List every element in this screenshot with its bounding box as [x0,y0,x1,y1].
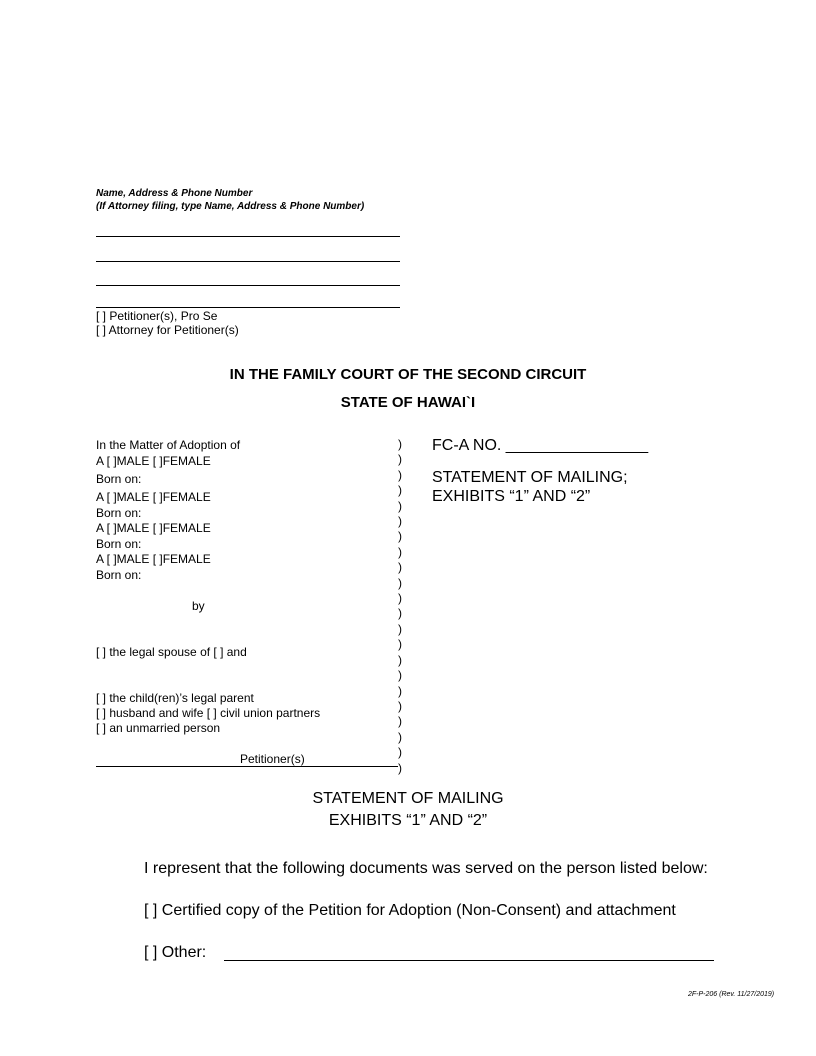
court-title: IN THE FAMILY COURT OF THE SECOND CIRCUIT [229,366,587,383]
header-line-2: (If Attorney filing, type Name, Address & Phone Number) [96,201,365,212]
child-1-born-on: Born on: [96,472,142,486]
statement-heading: STATEMENT OF MAILING [312,790,504,807]
petitioner-pro-se-option[interactable]: [ ] Petitioner(s), Pro Se [96,309,218,323]
other-option[interactable]: [ ] Other: [144,944,207,961]
doc-title-line-1: STATEMENT OF MAILING; [432,469,628,486]
other-input-line[interactable] [224,960,714,961]
petitioners-label: Petitioner(s) [240,752,305,766]
legal-parent-option[interactable]: [ ] the child(ren)’s legal parent [96,691,254,705]
form-number: 2F-P-206 (Rev. 11/27/2019) [688,991,775,998]
legal-spouse-option[interactable]: [ ] the legal spouse of [ ] and [96,645,247,659]
certified-copy-option[interactable]: [ ] Certified copy of the Petition for Adoption (Non-Consent) and attachment [144,902,676,919]
attorney-option[interactable]: [ ] Attorney for Petitioner(s) [96,323,239,337]
represent-statement: I represent that the following documents was served on the person listed below: [144,860,708,877]
child-2-sex-options[interactable]: A [ ]MALE [ ]FEMALE [96,490,211,504]
matter-label: In the Matter of Adoption of [96,438,241,452]
address-line-4[interactable] [96,307,400,308]
court-state: STATE OF HAWAI`I [340,394,476,411]
husband-wife-option[interactable]: [ ] husband and wife [ ] civil union partners [96,706,321,720]
child-1-sex-options[interactable]: A [ ]MALE [ ]FEMALE [96,454,211,468]
doc-title-line-2: EXHIBITS “1” AND “2” [432,488,591,505]
unmarried-option[interactable]: [ ] an unmarried person [96,721,221,735]
child-2-born-on: Born on: [96,506,142,520]
exhibits-heading: EXHIBITS “1” AND “2” [328,812,488,829]
address-line-2[interactable] [96,261,400,262]
fca-number-field[interactable]: FC-A NO. ________________ [432,437,649,454]
header-line-1: Name, Address & Phone Number [96,188,253,199]
child-4-sex-options[interactable]: A [ ]MALE [ ]FEMALE [96,552,211,566]
address-line-3[interactable] [96,285,400,286]
by-label: by [192,599,205,613]
caption-parentheses: ) ) ) ) ) ) ) ) ) ) ) ) ) ) ) ) ) ) ) ) ) ) [398,437,402,775]
child-3-born-on: Born on: [96,537,142,551]
child-3-sex-options[interactable]: A [ ]MALE [ ]FEMALE [96,521,211,535]
address-line-1[interactable] [96,236,400,237]
petitioners-signature-line[interactable] [96,766,398,767]
child-4-born-on: Born on: [96,568,142,582]
